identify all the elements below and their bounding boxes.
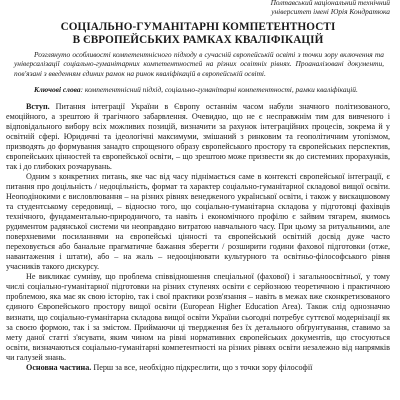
paragraph-text: Не викликає сумніву, що проблема співвідношення спеціальної (фахової) і загальноосвітньої, у тому числі соціально-гуманітарної підготовки на різних ступенях освіти є серйозною теоретичною і практичною проблемою, яка має як свою історію, так і свої практики розв'язання – навіть в межах вже сконкретизованого єдиного Європейського простору вищої освіти (European Higher Education Area). Також слід однозначно визнати, що соціально-гуманітарна складова вищої освіти України сьогодні потребує суттєвої модернізації як за своєю формою, так і за змістом. Приймаючи ці твердження без їх детального обґрунтування, ставимо за мету даної статті з'ясувати, яким чином на рівні нормативних європейських документів, що стосуються освіти, визначаються соціально-гуманітарні компетентності на різних рівнях освіти незалежно від напрямків чи галузей знань.: [6, 272, 390, 362]
paragraph-text: Перш за все, необхідно підкреслити, що з точки зору філософії: [91, 362, 313, 372]
keywords-text: : компетентнісний підхід, соціально-гуманітарні компетентності, рамки кваліфікацій.: [80, 85, 358, 95]
keywords: [6, 85, 390, 94]
document-page: [6, 0, 390, 373]
paragraph-main-part: [6, 363, 390, 373]
paragraph-text: Питання інтеграції України в Європу останнім часом набули значного політизованого, емоційного, а зрештою й трагічного забарвлення. Очевидно, що не є несправжнім тим для вивченого і відповідального вибору всіх можливих позицій, визначити за рахунок інтеграційних процесів, зокрема й у освітній сфері. Юридичні та ідеологічні максимуми, змішаний з ринковим та геополітичним утопізмом, призводять до формування занадто спрощеного образу європейського простору та європейських перспектив, європейських цінностей та європейської освіти, – що зрештою може призвести як до системних прорахунків, так і до глибоких розчарувань.: [6, 101, 390, 171]
title-line-1: СОЦІАЛЬНО-ГУМАНІТАРНІ КОМПЕТЕНТНОСТІ: [60, 21, 336, 34]
article-title: [6, 21, 390, 46]
keywords-label: Ключові слова: [34, 85, 81, 95]
paragraph-lead: Основна частина.: [26, 362, 92, 372]
paragraph: [6, 272, 390, 362]
affiliation: [6, 0, 390, 16]
paragraph-lead: Вступ.: [26, 101, 50, 111]
paragraph: [6, 172, 390, 272]
paragraph-text: Одним з конкретних питань, яке час від часу піднімається саме в контексті європейської інтеграції, є питання про доцільність / недоцільність, формат та характер соціально-гуманітарної складової вищої освіти. Неоподінокими є висловлювання – на різних рівнях венедженого української освіти, і також у вискацшовому та студентському середовищі, – відносно того, що соціально-гуманітарна складова у підготовці фахівців технічного, фундаментально-природничого, та навіть і економічного профілю є зайвим тягарем, якимось рудиментом радянської системи чи неоправдано витратою навчального часу. При цьому за ритуальними, але поверхневими посиланнями на європейські цінності та європейський освітній досвід дуже часто переховується або банальне прагматичне бажання зберегти / розширити години фахової підготовки (отже, навантаження і штати), або – на жаль – недооцінювати культурного та освітньо-філософського рівня учасників такого дискурсу.: [6, 171, 390, 272]
affiliation-line-2: університет імені Юрія Кондратюка: [271, 6, 390, 16]
title-line-2: В ЄВРОПЕЙСЬКИХ РАМКАХ КВАЛІФІКАЦІЙ: [72, 33, 324, 46]
affiliation-line-1: Полтавський національний технічний: [270, 0, 390, 7]
paragraph-introduction: [6, 102, 390, 172]
abstract: Розглянуто особливості компетентнісного підходу в сучасній європейській освіті з точки зору включення та універсалізації соціально-гуманітарних компетентностей на різних освітніх рівнях. Проаналізовані документи, пов'язані з введенням єдиних рамок на ринок кваліфікацій в європейській освіті.: [14, 50, 384, 78]
